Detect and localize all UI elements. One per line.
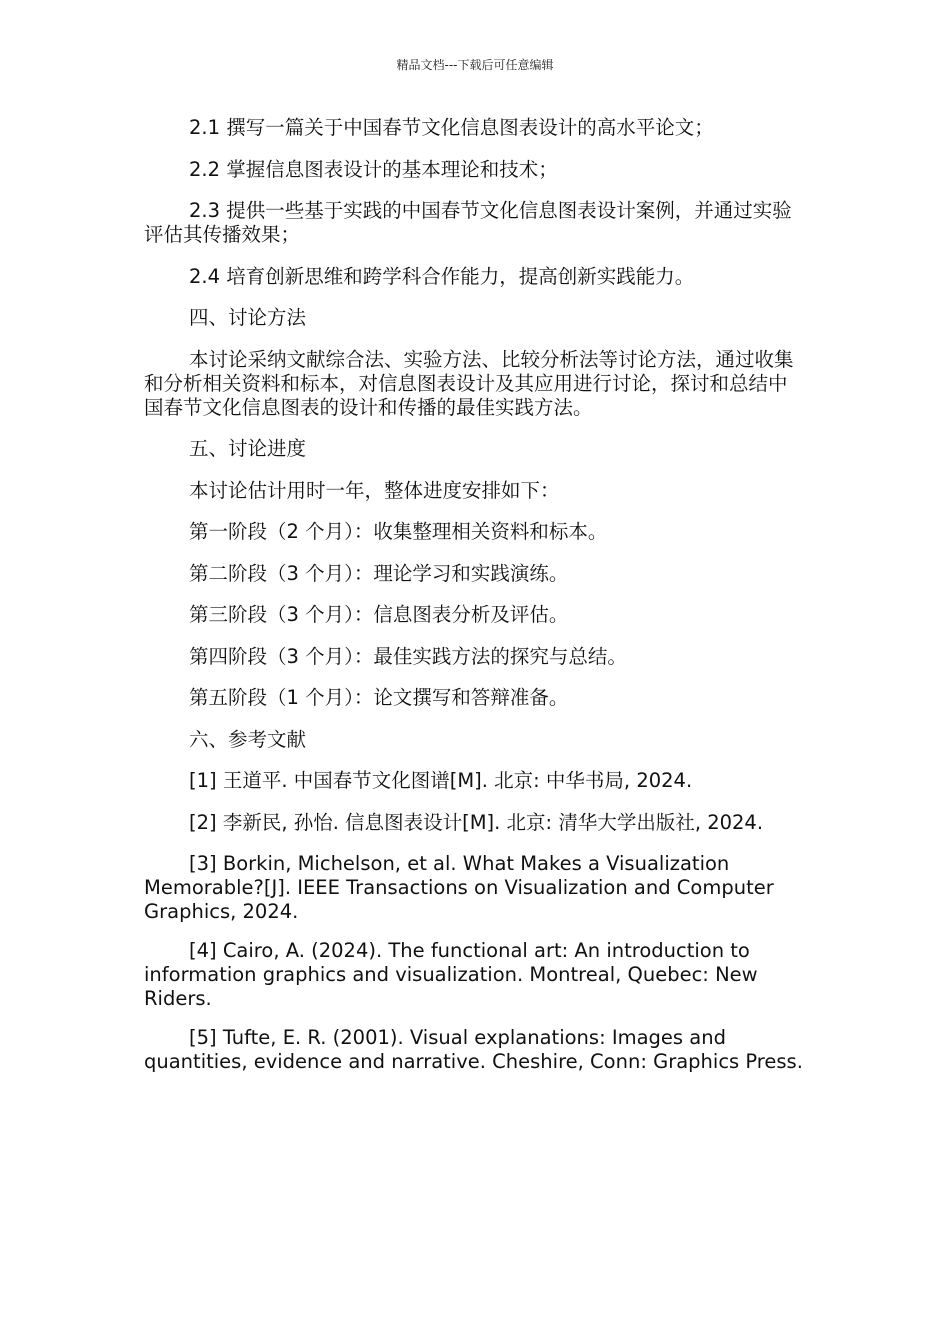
reference-1: [1] 王道平. 中国春节文化图谱[M]. 北京: 中华书局, 2024. bbox=[189, 769, 693, 792]
objective-2-3: 2.3 提供一些基于实践的中国春节文化信息图表设计案例，并通过实验评估其传播效果； bbox=[144, 199, 792, 246]
objective-2-2: 2.2 掌握信息图表设计的基本理论和技术； bbox=[189, 157, 558, 181]
schedule-stage-5: 第五阶段（1 个月）：论文撰写和答辩准备。 bbox=[189, 686, 569, 709]
reference-2: [2] 李新民, 孙怡. 信息图表设计[M]. 北京: 清华大学出版社, 2024. bbox=[189, 810, 764, 834]
page-header: 精品文档---下载后可任意编辑 bbox=[396, 58, 554, 72]
schedule-intro: 本讨论估计用时一年，整体进度安排如下： bbox=[189, 478, 560, 502]
section-heading-schedule: 五、讨论进度 bbox=[189, 437, 307, 460]
section-heading-references: 六、参考文献 bbox=[189, 727, 307, 751]
section-heading-methods: 四、讨论方法 bbox=[189, 306, 307, 329]
reference-4: [4] Cairo, A. (2024). The functional art: An introduction to information graphics and visualization. Montreal, Quebec: New Riders. bbox=[144, 939, 758, 1010]
document-body bbox=[144, 116, 804, 1089]
objective-2-4: 2.4 培育创新思维和跨学科合作能力，提高创新实践能力。 bbox=[189, 264, 695, 288]
objective-2-1: 2.1 撰写一篇关于中国春节文化信息图表设计的高水平论文； bbox=[189, 116, 714, 139]
reference-3: [3] Borkin, Michelson, et al. What Makes a Visualization Memorable?[J]. IEEE Transactions on Visualization and Computer Graphics, 2024. bbox=[144, 852, 774, 923]
schedule-stage-3: 第三阶段（3 个月）：信息图表分析及评估。 bbox=[189, 603, 569, 626]
schedule-stage-1: 第一阶段（2 个月）：收集整理相关资料和标本。 bbox=[189, 520, 608, 543]
schedule-stage-2: 第二阶段（3 个月）：理论学习和实践演练。 bbox=[189, 561, 569, 585]
schedule-stage-4: 第四阶段（3 个月）：最佳实践方法的探究与总结。 bbox=[189, 644, 627, 668]
reference-5: [5] Tufte, E. R. (2001). Visual explanations: Images and quantities, evidence and narrative. Cheshire, Conn: Graphics Press. bbox=[144, 1026, 803, 1073]
methods-paragraph: 本讨论采纳文献综合法、实验方法、比较分析法等讨论方法，通过收集和分析相关资料和标本，对信息图表设计及其应用进行讨论，探讨和总结中国春节文化信息图表的设计和传播的最佳实践方法。 bbox=[144, 347, 794, 419]
